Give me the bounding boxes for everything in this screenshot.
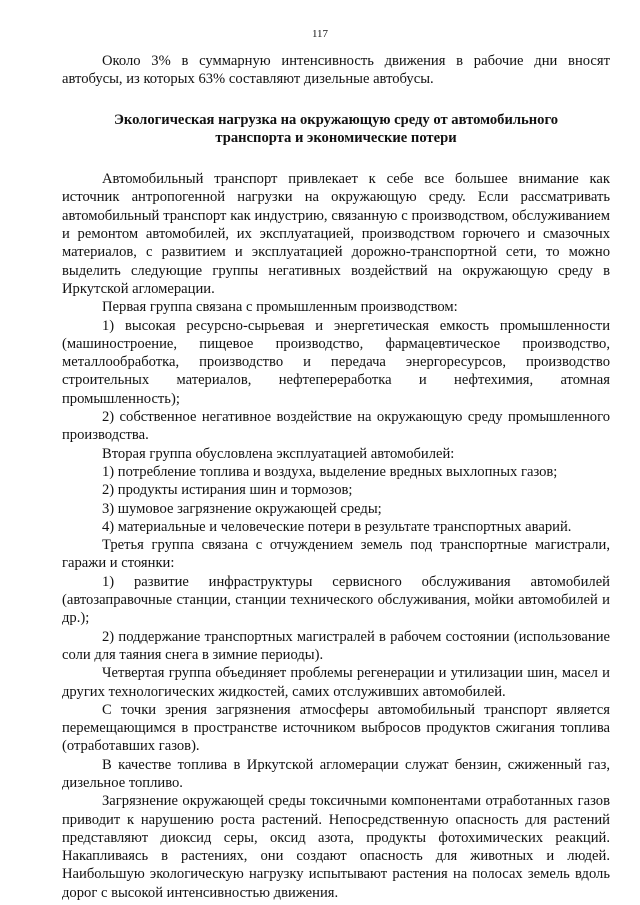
group-3-item-2: 2) поддержание транспортных магистралей в рабочем состоянии (использование соли для таяния снега в зимние периоды). [62, 628, 610, 663]
group-2-item-2: 2) продукты истирания шин и тормозов; [102, 482, 353, 499]
group-4-paragraph: Четвертая группа объединяет проблемы регенерации и утилизации шин, масел и других технологических жидкостей, самих отслуживших автомобилей. [62, 665, 610, 700]
group-1-item-2: 2) собственное негативное воздействие на окружающую среду промышленного производства. [62, 409, 610, 444]
section-heading-line-2: транспорта и экономические потери [215, 129, 457, 146]
paragraph-overview: Автомобильный транспорт привлекает к себе все большее внимание как источник антропогенной нагрузки на окружающую среду. Если рассматривать автомобильный транспорт как индустрию, связанную с производством, обслуживанием и ремонтом автомобилей, их эксплуатацией, производством горючего и смазочных материалов, с развитием и эксплуатацией дорожно-транспортной сети, то можно выделить следующие группы негативных воздействий на окружающую среду в Иркутской агломерации. [62, 171, 610, 297]
paragraph-intro: Около 3% в суммарную интенсивность движения в рабочие дни вносят автобусы, из которых 63% составляют дизельные автобусы. [62, 53, 610, 88]
paragraph-atmosphere: С точки зрения загрязнения атмосферы автомобильный транспорт является перемещающимся в пространстве источником выбросов продуктов сжигания топлива (отработавших газов). [62, 701, 610, 755]
group-2-heading: Вторая группа обусловлена эксплуатацией автомобилей: [102, 445, 455, 462]
section-heading [62, 111, 610, 148]
group-2-item-1: 1) потребление топлива и воздуха, выделение вредных выхлопных газов; [102, 463, 558, 480]
group-3-heading: Третья группа связана с отчуждением земель под транспортные магистрали, гаражи и стоянки: [62, 537, 610, 572]
section-heading-line-1: Экологическая нагрузка на окружающую среду от автомобильного [113, 111, 559, 128]
page-number: 117 [311, 28, 329, 40]
group-2-item-4: 4) материальные и человеческие потери в результате транспортных аварий. [102, 518, 572, 535]
group-3-item-1: 1) развитие инфраструктуры сервисного обслуживания автомобилей (автозаправочные станции, станции технического обслуживания, мойки автомобилей и др.); [62, 573, 610, 627]
group-1-heading: Первая группа связана с промышленным производством: [102, 299, 458, 316]
page-body [62, 52, 610, 902]
group-1-item-1: 1) высокая ресурсно-сырьевая и энергетическая емкость промышленности (машиностроение, пищевое производство, фармацевтическое производство, металлообработка, производство и передача энергоресурсов, производство строительных материалов, нефтепереработка и нефтехимия, атомная промышленность); [62, 317, 610, 407]
paragraph-plants: Загрязнение окружающей среды токсичными компонентами отработанных газов приводит к нарушению роста растений. Непосредственную опасность для растений представляют диоксид серы, оксид азота, продукты фотохимических реакций. Накапливаясь в растениях, они создают опасность для животных и людей. Наибольшую экологическую нагрузку испытывают растения на полосах земель вдоль дорог с высокой интенсивностью движения. [62, 793, 610, 901]
paragraph-fuel: В качестве топлива в Иркутской агломерации служат бензин, сжиженный газ, дизельное топливо. [62, 756, 610, 791]
group-2-item-3: 3) шумовое загрязнение окружающей среды; [102, 500, 382, 517]
